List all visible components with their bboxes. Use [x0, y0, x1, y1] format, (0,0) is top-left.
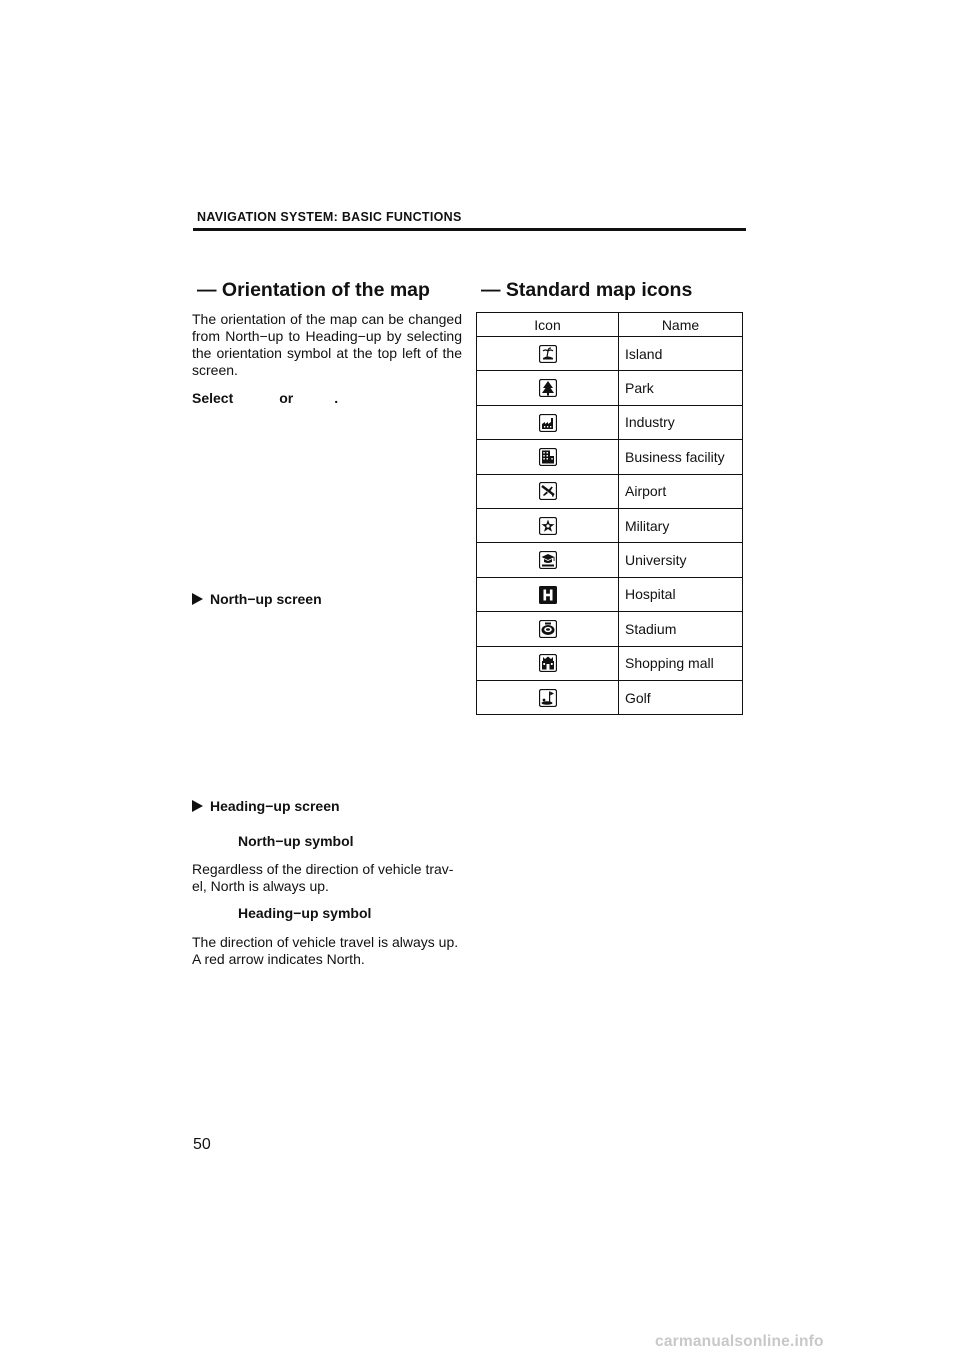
table-row: [477, 612, 743, 646]
triangle-bullet-icon: [192, 593, 203, 605]
table-row: [477, 577, 743, 611]
select-period: .: [334, 390, 339, 406]
icon-name: Military: [619, 508, 743, 542]
icon-name: Island: [619, 337, 743, 371]
icon-name: Industry: [619, 405, 743, 439]
icon-name: Airport: [619, 474, 743, 508]
stadium-icon: [539, 620, 557, 638]
table-row: [477, 371, 743, 405]
university-icon: [539, 551, 557, 569]
icons-title: — Standard map icons: [481, 279, 693, 301]
table-row: [477, 440, 743, 474]
page-number: 50: [193, 1136, 211, 1153]
select-word: Select: [192, 390, 234, 406]
table-row: [477, 646, 743, 680]
header-rule: [193, 228, 746, 231]
park-icon: [539, 379, 557, 397]
icon-name: Park: [619, 371, 743, 405]
golf-icon: [539, 689, 557, 707]
column-header-icon: Icon: [477, 313, 619, 337]
or-word: or: [279, 390, 294, 406]
orientation-title: — Orientation of the map: [197, 279, 430, 301]
icon-name: Business facility: [619, 440, 743, 474]
table-row: [477, 508, 743, 542]
military-icon: [539, 517, 557, 535]
section-header: NAVIGATION SYSTEM: BASIC FUNCTIONS: [197, 210, 462, 224]
table-row: [477, 680, 743, 714]
table-row: [477, 474, 743, 508]
map-icons-table: [476, 312, 743, 715]
business-facility-icon: [539, 448, 557, 466]
select-instruction: [192, 390, 462, 407]
icon-name: Shopping mall: [619, 646, 743, 680]
icon-name: Golf: [619, 680, 743, 714]
north-up-screen-caption: North−up screen: [192, 591, 322, 607]
table-row: [477, 337, 743, 371]
heading-up-screen-caption: Heading−up screen: [192, 798, 340, 814]
orientation-intro: The orientation of the map can be changed from North−up to Heading−up by selecting the orientation symbol at the top left of the screen.: [192, 311, 462, 378]
airport-icon: [539, 482, 557, 500]
hospital-icon: [539, 586, 557, 604]
table-row: [477, 543, 743, 577]
icon-name: University: [619, 543, 743, 577]
table-header-row: [477, 313, 743, 337]
shopping-mall-icon: [539, 654, 557, 672]
heading-up-symbol-text: The direction of vehicle travel is always up. A red arrow indicates North.: [192, 934, 459, 967]
column-header-name: Name: [619, 313, 743, 337]
industry-icon: [539, 414, 557, 432]
triangle-bullet-icon: [192, 800, 203, 812]
table-row: [477, 405, 743, 439]
watermark: carmanualsonline.info: [655, 1333, 824, 1350]
north-up-symbol-text: Regardless of the direction of vehicle trav-el, North is always up.: [192, 861, 454, 894]
icon-name: Hospital: [619, 577, 743, 611]
island-icon: [539, 345, 557, 363]
icon-name: Stadium: [619, 612, 743, 646]
heading-up-symbol-title: Heading−up symbol: [238, 905, 372, 921]
north-up-symbol-title: North−up symbol: [238, 833, 354, 849]
